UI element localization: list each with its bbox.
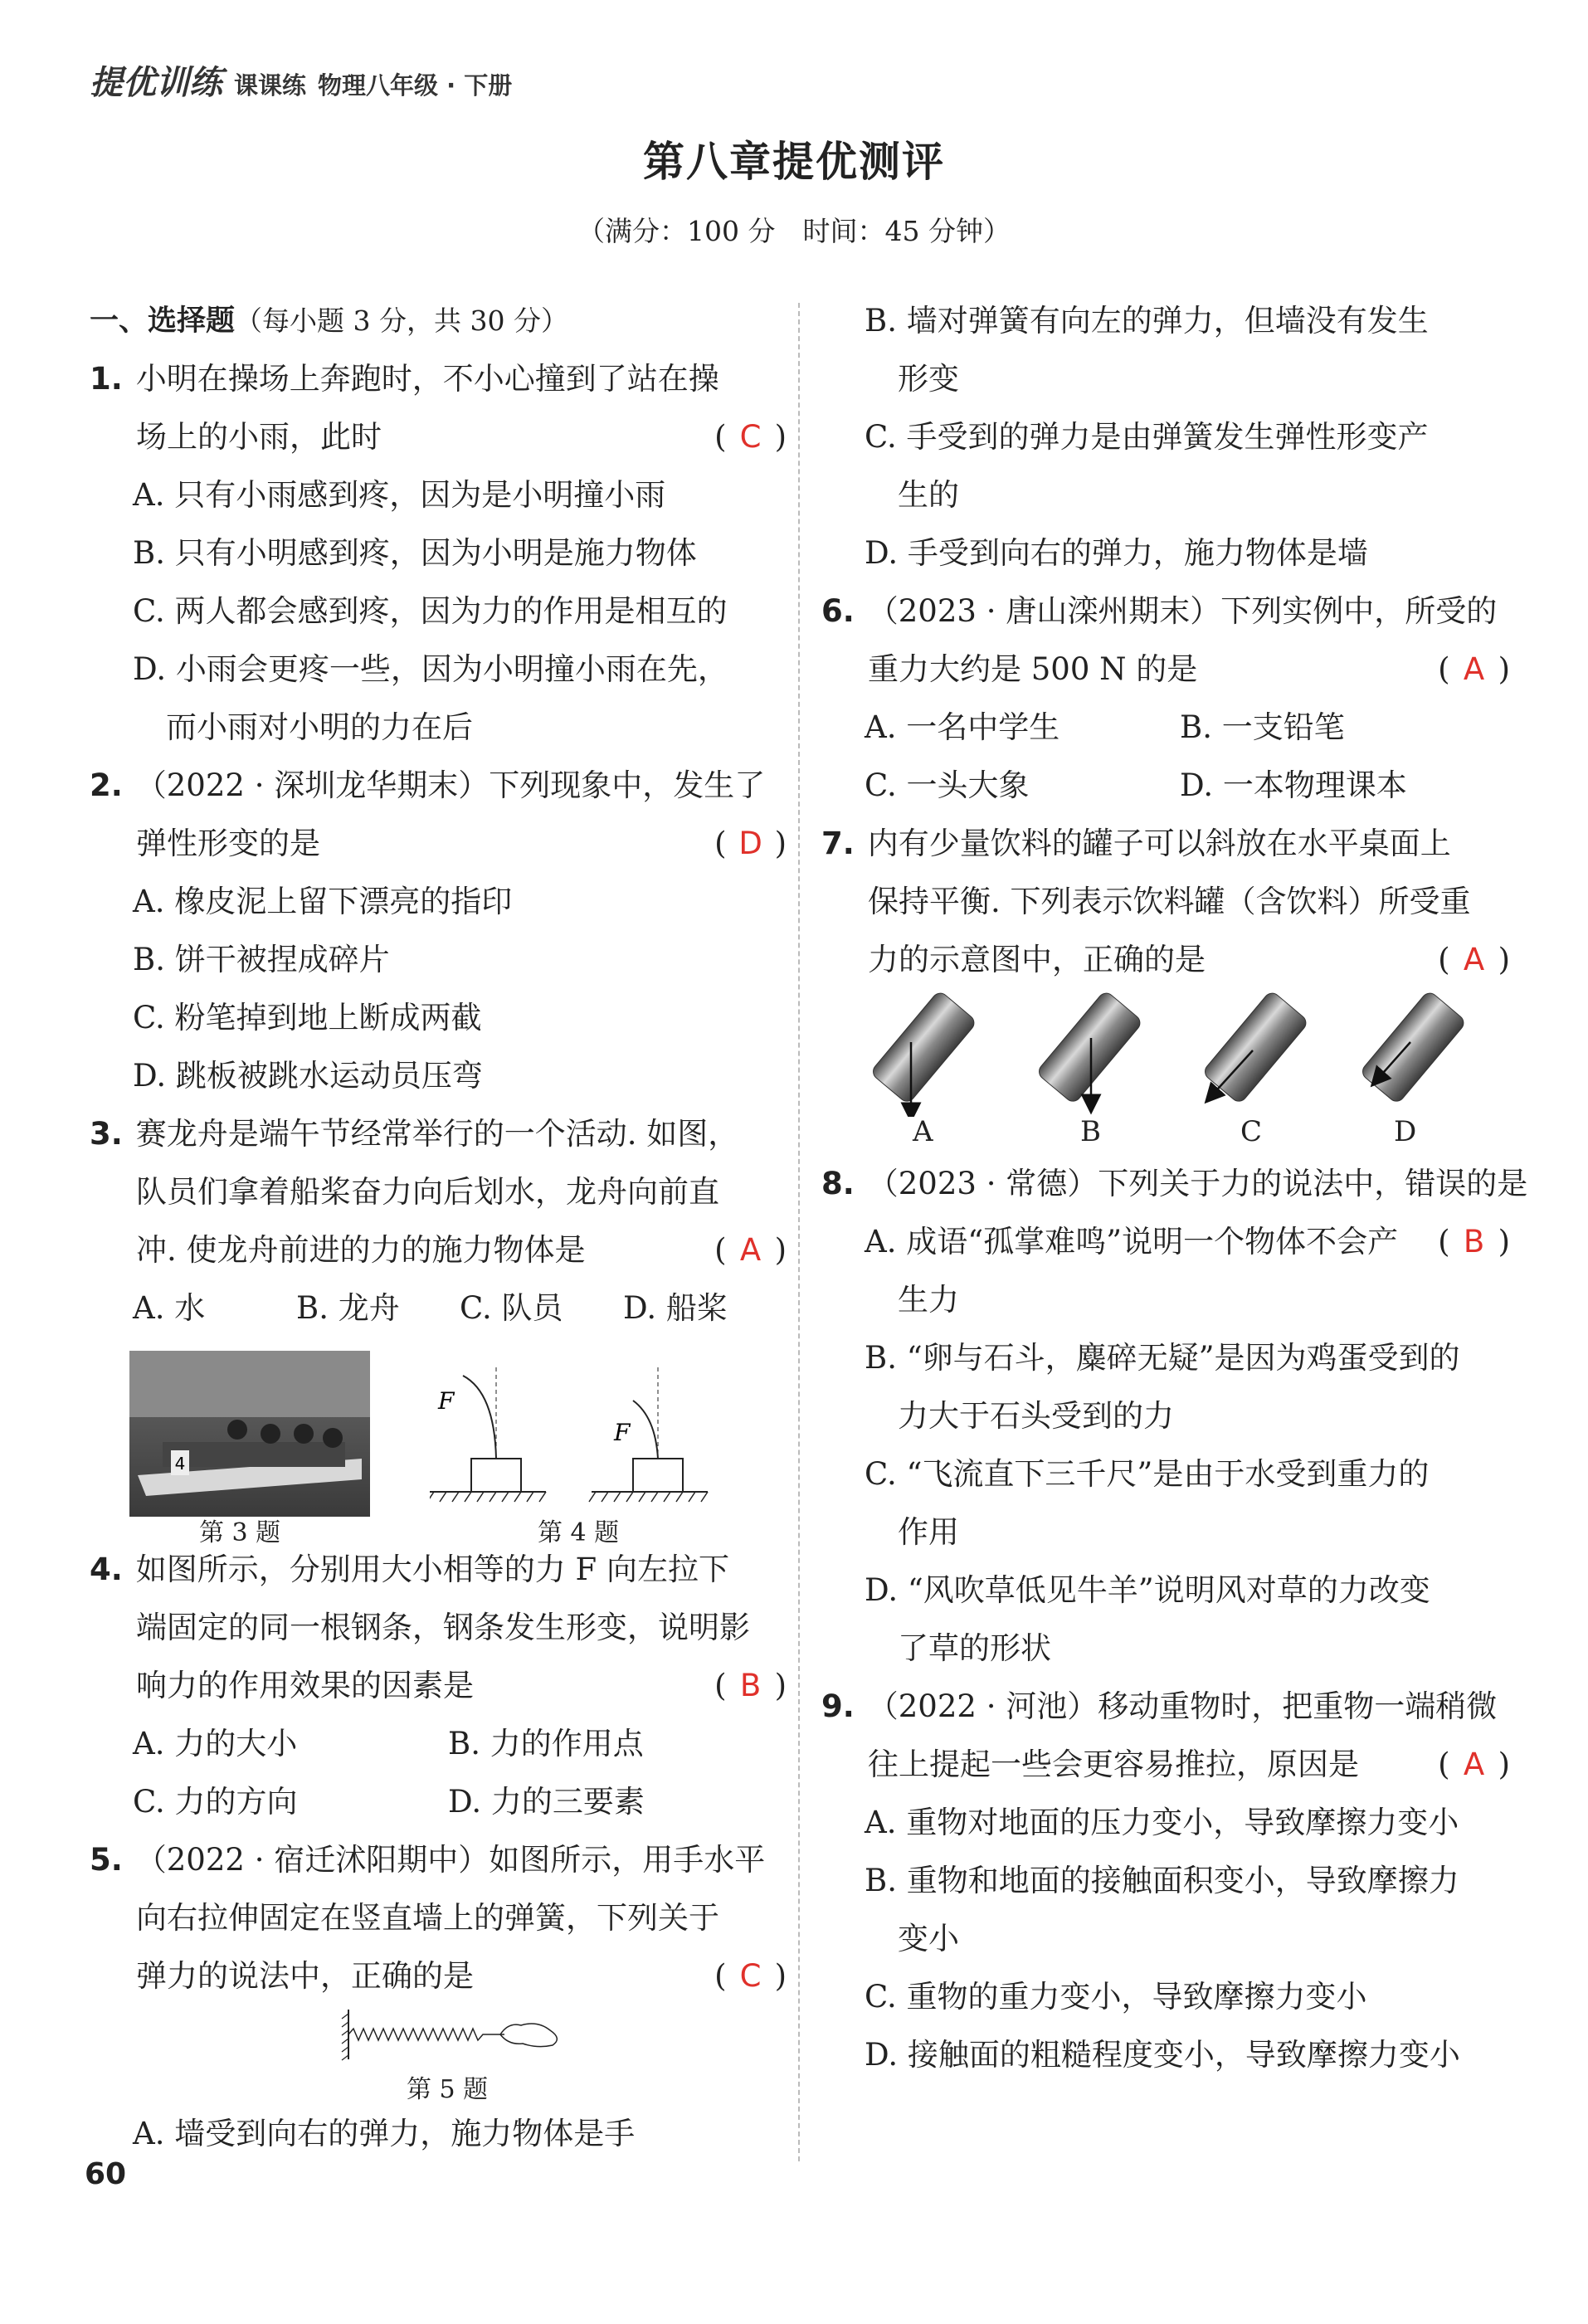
q1-option-d-cont: 而小雨对小明的力在后 xyxy=(166,709,473,745)
q6-option-a: A. 一名中学生 xyxy=(865,709,1060,745)
q4-stem-cont2: 响力的作用效果的因素是 ( B ) xyxy=(90,1657,787,1715)
dragon-boat-photo xyxy=(129,1351,370,1517)
q6-answer: ( A ) xyxy=(1438,651,1510,687)
spring-diagram xyxy=(339,2005,571,2063)
q6-stem-cont: 重力大约是 500 N 的是 ( A ) xyxy=(821,641,1510,699)
q8-stem: 8. （2023 · 常德）下列关于力的说法中，错误的是 xyxy=(821,1166,1528,1201)
q3-option-b: B. 龙舟 xyxy=(296,1290,400,1326)
q6-option-b: B. 一支铅笔 xyxy=(1180,709,1345,745)
q5-option-c: C. 手受到的弹力是由弹簧发生弹性形变产 xyxy=(865,419,1429,455)
q8-option-d-cont: 了草的形状 xyxy=(898,1630,1051,1666)
left-column xyxy=(90,292,787,2163)
q2-option-d: D. 跳板被跳水运动员压弯 xyxy=(133,1058,483,1094)
q8-answer: ( B ) xyxy=(1438,1224,1510,1259)
fig5-caption: 第 5 题 xyxy=(407,2075,489,2104)
q3-stem-cont: 队员们拿着船桨奋力向后划水，龙舟向前直 xyxy=(136,1174,719,1210)
q4-option-d: D. 力的三要素 xyxy=(448,1784,645,1820)
q4-option-a: A. 力的大小 xyxy=(133,1726,298,1761)
q6-option-d: D. 一本物理课本 xyxy=(1180,767,1407,803)
q9-option-c: C. 重物的重力变小，导致摩擦力变小 xyxy=(865,1979,1367,2015)
q8-option-c-cont: 作用 xyxy=(898,1514,959,1550)
series-label: 课课练 xyxy=(234,71,307,100)
subject-label: 物理八年级 · 下册 xyxy=(318,71,513,100)
q8-option-d: D. “风吹草低见牛羊”说明风对草的力改变 xyxy=(865,1572,1430,1608)
q2-option-c: C. 粉笔掉到地上断成两截 xyxy=(133,1000,482,1035)
steel-strip-diagram xyxy=(430,1351,712,1517)
q3-answer: ( A ) xyxy=(714,1232,787,1268)
q7-stem-cont2: 力的示意图中，正确的是 ( A ) xyxy=(821,931,1510,989)
q2-answer: ( D ) xyxy=(714,826,787,861)
q4-stem-cont: 端固定的同一根钢条，钢条发生形变，说明影 xyxy=(136,1610,750,1645)
q5-option-c-cont: 生的 xyxy=(898,477,959,513)
q5-option-b-cont: 形变 xyxy=(898,361,959,397)
q6-option-c: C. 一头大象 xyxy=(865,767,1030,803)
q9-option-a: A. 重物对地面的压力变小，导致摩擦力变小 xyxy=(865,1805,1459,1840)
q5-stem-cont2: 弹力的说法中，正确的是 ( C ) xyxy=(90,1947,787,2005)
q4-option-c: C. 力的方向 xyxy=(133,1784,298,1820)
page-title: 第八章提优测评 xyxy=(643,137,945,186)
q1-stem-cont: 场上的小雨，此时 ( C ) xyxy=(90,408,787,466)
q1-option-c: C. 两人都会感到疼，因为力的作用是相互的 xyxy=(133,593,728,629)
q8-option-a: A. 成语“孤掌难鸣”说明一个物体不会产 xyxy=(865,1224,1399,1259)
q9-answer: ( A ) xyxy=(1438,1747,1510,1782)
q5-stem: 5. （2022 · 宿迁沭阳期中）如图所示，用手水平 xyxy=(90,1842,766,1878)
q1-stem: 1. 小明在操场上奔跑时，不小心撞到了站在操 xyxy=(90,361,719,397)
exam-meta: （满分：100 分 时间：45 分钟） xyxy=(577,215,1011,247)
q4-options-ab xyxy=(90,1715,787,1773)
q9-option-b-cont: 变小 xyxy=(898,1921,959,1956)
q9-stem: 9. （2022 · 河池）移动重物时，把重物一端稍微 xyxy=(821,1688,1498,1724)
q5-option-a: A. 墙受到向右的弹力，施力物体是手 xyxy=(133,2116,636,2151)
q4-option-b: B. 力的作用点 xyxy=(448,1726,644,1761)
q4-options-cd xyxy=(90,1773,787,1831)
q3-stem-cont2: 冲. 使龙舟前进的力的施力物体是 ( A ) xyxy=(90,1221,787,1279)
q6-options-ab xyxy=(821,699,1510,757)
force-label-2: F xyxy=(614,1419,631,1446)
can-label-d: D xyxy=(1394,1115,1417,1148)
q3-option-c: C. 队员 xyxy=(460,1290,563,1326)
section-heading: 一、选择题（每小题 3 分，共 30 分） xyxy=(90,305,568,338)
q3-stem: 3. 赛龙舟是端午节经常举行的一个活动. 如图， xyxy=(90,1116,739,1152)
q5-option-d: D. 手受到向右的弹力，施力物体是墙 xyxy=(865,535,1368,571)
q3-options xyxy=(90,1279,787,1337)
q2-option-a: A. 橡皮泥上留下漂亮的指印 xyxy=(133,884,513,919)
fig3-caption: 第 3 题 xyxy=(199,1518,281,1547)
q8-option-c: C. “飞流直下三千尺”是由于水受到重力的 xyxy=(865,1456,1430,1492)
q8-option-b: B. “卵与石斗，麋碎无疑”是因为鸡蛋受到的 xyxy=(865,1340,1460,1376)
can-label-c: C xyxy=(1240,1115,1263,1148)
q7-stem-cont: 保持平衡. 下列表示饮料罐（含饮料）所受重 xyxy=(868,884,1471,919)
right-column xyxy=(821,292,1528,2084)
page-number: 60 xyxy=(85,2157,127,2191)
boat-number: 4 xyxy=(174,1454,186,1474)
q5-stem-cont: 向右拉伸固定在竖直墙上的弹簧，下列关于 xyxy=(136,1900,719,1936)
q7-answer: ( A ) xyxy=(1438,942,1510,977)
q4-stem: 4. 如图所示，分别用大小相等的力 F 向左拉下 xyxy=(90,1552,729,1587)
q1-option-a: A. 只有小雨感到疼，因为是小明撞小雨 xyxy=(133,477,666,513)
q9-option-d: D. 接触面的粗糙程度变小，导致摩擦力变小 xyxy=(865,2037,1460,2073)
q8-option-b-cont: 力大于石头受到的力 xyxy=(898,1398,1174,1434)
q7-stem: 7. 内有少量饮料的罐子可以斜放在水平桌面上 xyxy=(821,826,1451,861)
can-diagrams xyxy=(863,992,1527,1117)
fig5 xyxy=(90,2005,787,2105)
can-label-a: A xyxy=(913,1115,933,1148)
q4-answer: ( B ) xyxy=(714,1668,787,1703)
fig4-caption: 第 4 题 xyxy=(538,1518,620,1547)
column-divider xyxy=(798,303,800,2161)
q8-option-a-cont: 生力 xyxy=(898,1282,959,1318)
figures-3-4 xyxy=(90,1337,787,1547)
force-label-1: F xyxy=(438,1387,455,1415)
q2-stem-cont: 弹性形变的是 ( D ) xyxy=(90,815,787,873)
can-label-b: B xyxy=(1080,1115,1101,1148)
q3-option-d: D. 船桨 xyxy=(623,1290,728,1326)
q1-option-d: D. 小雨会更疼一些，因为小明撞小雨在先， xyxy=(133,651,728,687)
q6-stem: 6. （2023 · 唐山滦州期末）下列实例中，所受的 xyxy=(821,593,1498,629)
q2-stem: 2. （2022 · 深圳龙华期末）下列现象中，发生了 xyxy=(90,767,766,803)
page-header xyxy=(90,56,512,104)
q9-stem-cont: 往上提起一些会更容易推拉，原因是 ( A ) xyxy=(821,1736,1510,1794)
q5-answer: ( C ) xyxy=(714,1958,787,1994)
q2-option-b: B. 饼干被捏成碎片 xyxy=(133,942,390,977)
q5-option-b: B. 墙对弹簧有向左的弹力，但墙没有发生 xyxy=(865,303,1429,339)
q3-option-a: A. 水 xyxy=(133,1290,206,1326)
q1-answer: ( C ) xyxy=(714,419,787,455)
q1-option-b: B. 只有小明感到疼，因为小明是施力物体 xyxy=(133,535,697,571)
q6-options-cd xyxy=(821,757,1510,815)
q9-option-b: B. 重物和地面的接触面积变小，导致摩擦力 xyxy=(865,1863,1459,1898)
brand-logo: 提优训练 xyxy=(90,64,222,102)
q7-can-figures xyxy=(821,989,1510,1155)
